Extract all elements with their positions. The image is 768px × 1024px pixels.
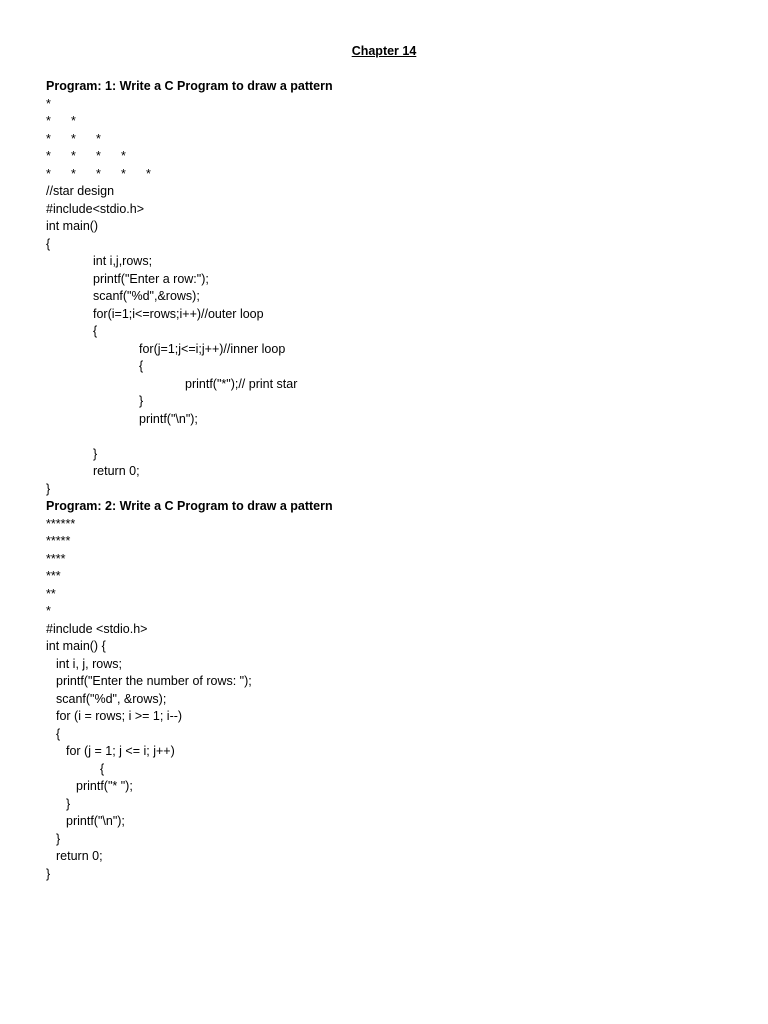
- code-line: int main() {: [46, 639, 106, 653]
- program-1-code: [46, 183, 726, 498]
- pattern-star: *: [121, 166, 126, 181]
- pattern-star: *: [146, 166, 151, 181]
- code-line: printf("*");// print star: [185, 376, 298, 391]
- code-line: }: [139, 394, 144, 408]
- code-line: {: [46, 236, 51, 251]
- pattern-star: *: [46, 166, 51, 181]
- code-line: {: [56, 726, 61, 741]
- document-body: [46, 78, 726, 883]
- pattern-star: *: [71, 149, 76, 163]
- code-line: }: [46, 866, 51, 881]
- code-line: {: [139, 359, 144, 373]
- program-1-pattern: [46, 96, 726, 184]
- pattern-row: ******: [46, 516, 76, 531]
- pattern-row: ***: [46, 569, 61, 583]
- pattern-row: ****: [46, 551, 66, 566]
- pattern-star: *: [46, 131, 51, 146]
- pattern-star: *: [46, 149, 51, 163]
- code-line: #include <stdio.h>: [46, 621, 148, 636]
- code-line: }: [56, 831, 61, 846]
- code-line: printf("Enter a row:");: [93, 271, 209, 286]
- pattern-row: *****: [46, 534, 71, 548]
- pattern-star: *: [46, 114, 51, 128]
- code-line: printf("Enter the number of rows: ");: [56, 674, 252, 688]
- code-line: printf("\n");: [66, 814, 125, 828]
- pattern-row: [46, 131, 726, 149]
- code-line: for(j=1;j<=i;j++)//inner loop: [139, 341, 286, 356]
- code-line: return 0;: [56, 849, 103, 863]
- code-line: int i,j,rows;: [93, 254, 153, 268]
- program-1-heading: Program: 1: Write a C Program to draw a pattern: [46, 79, 333, 93]
- program-2-pattern: [46, 516, 726, 621]
- code-line: {: [93, 324, 98, 338]
- code-line-blank: [46, 428, 726, 446]
- code-line: printf("* ");: [76, 779, 133, 793]
- pattern-row: [46, 113, 726, 131]
- pattern-star: *: [71, 114, 76, 128]
- pattern-row: **: [46, 586, 56, 601]
- pattern-star: *: [71, 131, 76, 146]
- code-line: for (j = 1; j <= i; j++): [66, 744, 175, 758]
- code-line: return 0;: [93, 464, 140, 478]
- pattern-row: *: [46, 604, 51, 618]
- code-line: }: [93, 446, 98, 461]
- pattern-star: *: [46, 96, 51, 111]
- chapter-title: Chapter 14: [351, 44, 417, 58]
- code-line: int main(): [46, 219, 99, 233]
- code-line: printf("\n");: [139, 411, 198, 426]
- code-line: for (i = rows; i >= 1; i--): [56, 709, 183, 723]
- pattern-row: [46, 96, 726, 114]
- code-line: int i, j, rows;: [56, 656, 122, 671]
- pattern-row: [46, 148, 726, 166]
- pattern-row: [46, 166, 726, 184]
- code-line: {: [100, 761, 105, 776]
- pattern-star: *: [96, 166, 101, 181]
- code-line: scanf("%d", &rows);: [56, 691, 167, 706]
- pattern-star: *: [96, 131, 101, 146]
- pattern-star: *: [71, 166, 76, 181]
- code-line: }: [66, 796, 71, 811]
- code-line: #include<stdio.h>: [46, 201, 144, 216]
- code-line: //star design: [46, 184, 115, 198]
- pattern-star: *: [96, 149, 101, 163]
- code-line: for(i=1;i<=rows;i++)//outer loop: [93, 306, 264, 321]
- pattern-star: *: [121, 149, 126, 163]
- code-line: }: [46, 481, 51, 496]
- program-2-heading: Program: 2: Write a C Program to draw a pattern: [46, 499, 333, 513]
- program-2-code: [46, 621, 726, 884]
- code-line: scanf("%d",&rows);: [93, 289, 200, 303]
